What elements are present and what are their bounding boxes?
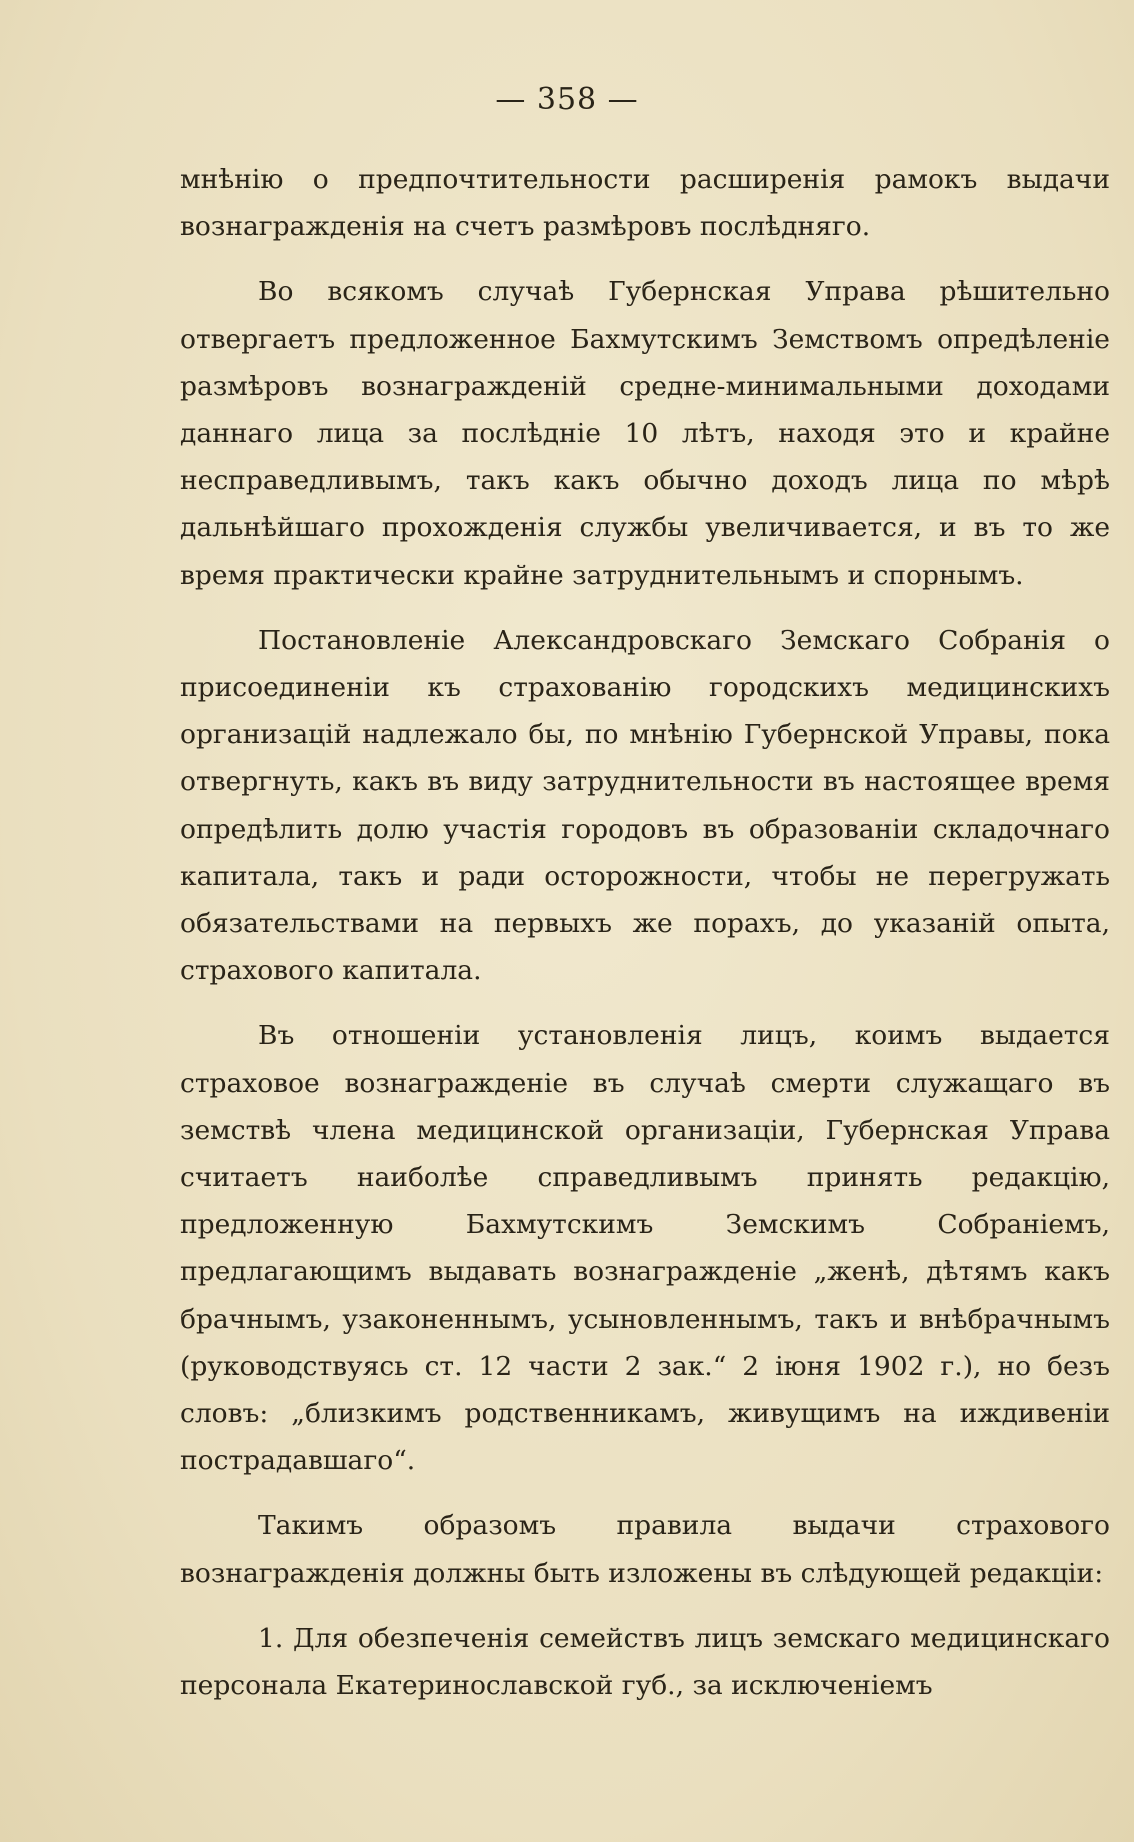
paragraph-rule-1: 1. Для обезпеченія семействъ лицъ земскаго медицинскаго персонала Екатеринославской губ., за исключеніемъ [180, 1622, 1110, 1702]
body-text [180, 156, 1110, 1709]
page-number: — 358 — [495, 82, 639, 117]
paragraph-rules-intro: Такимъ образомъ правила выдачи страхового вознагражденія должны быть изложены въ слѣдующей редакціи: [180, 1510, 1110, 1589]
paragraph-uprava-rejects: Во всякомъ случаѣ Губернская Управа рѣшительно отвергаетъ предложенное Бахмутскимъ Земствомъ опредѣленіе размѣровъ вознагражденій средне-минимальными доходами даннаго лица за послѣдніе 10 лѣтъ, находя это и крайне несправедливымъ, такъ какъ обычно доходъ лица по мѣрѣ дальнѣйшаго прохожденія службы увеличивается, и въ то же время практически крайне затруднительнымъ и спорнымъ. [180, 276, 1110, 591]
paragraph-aleksandrovsk-resolution: Постановленіе Александровскаго Земскаго Собранія о присоединеніи къ страхованію городскихъ медицинскихъ организацій надлежало бы, по мнѣнію Губернской Управы, пока отвергнуть, какъ въ виду затруднительности въ настоящее время опредѣлить долю участія городовъ въ образованіи складочнаго капитала, такъ и ради осторожности, чтобы не перегружать обязательствами на первыхъ же порахъ, до указаній опыта, страхового капитала. [180, 624, 1110, 987]
paragraph-continuation: мнѣнію о предпочтительности расширенія рамокъ выдачи вознагражденія на счетъ размѣровъ послѣдняго. [180, 164, 1110, 243]
paragraph-beneficiaries: Въ отношеніи установленія лицъ, коимъ выдается страховое вознагражденіе въ случаѣ смерти служащаго въ земствѣ члена медицинской организаціи, Губернская Управа считаетъ наиболѣе справедливымъ принять редакцію, предложенную Бахмутскимъ Земскимъ Собраніемъ, предлагающимъ выдавать вознагражденіе „женѣ, дѣтямъ какъ брачнымъ, узаконеннымъ, усыновленнымъ, такъ и внѣбрачнымъ (руководствуясь ст. 12 части 2 зак.“ 2 іюня 1902 г.), но безъ словъ: „близкимъ родственникамъ, живущимъ на иждивеніи пострадавшаго“. [180, 1020, 1110, 1477]
